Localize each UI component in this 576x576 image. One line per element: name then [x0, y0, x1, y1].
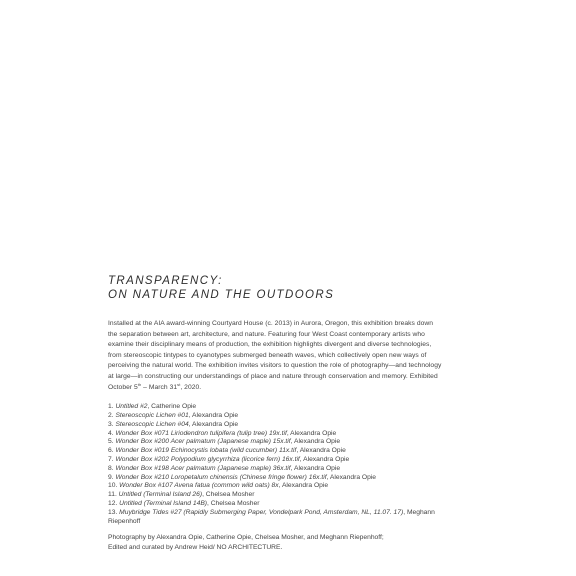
page-title	[108, 274, 444, 302]
work-number: 3.	[108, 420, 114, 428]
work-title: Muybridge Tides #27 (Rapidly Submerging Paper, Vondelpark Pond, Amsterdam, NL, 11.07. 17)	[119, 508, 404, 516]
document-body	[108, 274, 444, 553]
intro-superscript-th: th	[137, 381, 142, 387]
list-item	[108, 403, 444, 412]
work-title: Wonder Box #202 Polypodium glycyrrhiza (licorice fern) 16x.tif	[115, 455, 300, 463]
list-item	[108, 412, 444, 421]
intro-superscript-st: st	[177, 381, 181, 387]
work-artist: , Alexandra Opie	[290, 464, 341, 472]
title-line-2: ON NATURE AND THE OUTDOORS	[108, 289, 335, 301]
work-artist: , Alexandra Opie	[290, 438, 341, 446]
work-number: 9.	[108, 473, 114, 481]
work-title: Untitled (Terminal Island 26)	[118, 491, 203, 499]
work-number: 11.	[108, 491, 117, 499]
title-line-1: TRANSPARENCY:	[108, 275, 223, 287]
work-title: Wonder Box #107 Avena fatua (common wild oats) 8x	[119, 482, 279, 490]
intro-text-end: , 2020.	[180, 383, 202, 391]
work-number: 5.	[108, 438, 114, 446]
credits-curation: Edited and curated by Andrew Heid/ NO ARCHITECTURE.	[108, 543, 283, 551]
work-title: Wonder Box #198 Acer palmatum (Japanese maple) 36x.tif	[115, 464, 291, 472]
list-item	[108, 456, 444, 465]
credits	[108, 533, 444, 552]
list-item	[108, 482, 444, 491]
work-title: Wonder Box #071 Liriodendron tulipifera (tulip tree) 19x.tif	[115, 429, 287, 437]
work-title: Wonder Box #200 Acer palmatum (Japanese maple) 15x.tif	[115, 438, 291, 446]
work-number: 8.	[108, 464, 114, 472]
intro-text-mid: – March 31	[141, 383, 178, 391]
credits-photography: Photography by Alexandra Opie, Catherine Opie, Chelsea Mosher, and Meghann Riepenhoff;	[108, 534, 384, 542]
list-item	[108, 421, 444, 430]
work-number: 13.	[108, 508, 118, 516]
intro-text: Installed at the AIA award-winning Courtyard House (c. 2013) in Aurora, Oregon, this exhibition breaks down the separation between art, architecture, and nature. Featuring four West Coast contemporary artists who examine their disciplinary means of production, the exhibition highlights divergent and diverse technologies, from stereoscopic tintypes to cyanotypes submerged beneath waves, which collectively open new ways of perceiving the natural world. The exhibition invites visitors to question the role of photography—and technology at large—in constructing our understandings of place and nature through conservation and memory. Exhibited October 5	[108, 320, 442, 391]
work-title: Untitled #2	[115, 403, 148, 411]
intro-paragraph	[108, 319, 444, 393]
work-title: Wonder Box #019 Echinocystis lobata (wild cucumber) 11x.tif	[115, 447, 297, 455]
list-item	[108, 500, 444, 509]
work-number: 10.	[108, 482, 118, 490]
work-artist: , Alexandra Opie	[296, 447, 346, 455]
work-artist: , Alexandra Opie	[278, 482, 329, 490]
work-artist: , Chelsea Mosher	[202, 491, 255, 499]
work-artist: , Alexandra Opie	[299, 455, 350, 463]
work-artist: , Alexandra Opie	[188, 411, 239, 419]
work-number: 2.	[108, 411, 114, 419]
work-number: 1.	[108, 403, 114, 411]
work-artist: , Alexandra Opie	[326, 473, 377, 481]
work-artist: , Alexandra Opie	[188, 420, 239, 428]
works-list	[108, 403, 444, 526]
work-artist: , Chelsea Mosher	[207, 499, 260, 507]
list-item	[108, 509, 444, 527]
work-number: 6.	[108, 447, 114, 455]
work-artist: , Alexandra Opie	[286, 429, 337, 437]
work-number: 4.	[108, 429, 114, 437]
work-title: Untitled (Terminal Island 14B)	[119, 499, 208, 507]
list-item	[108, 447, 444, 456]
work-artist: , Meghann Riepenhoff	[108, 508, 435, 525]
work-title: Stereoscopic Lichen #04	[115, 420, 189, 428]
work-number: 12.	[108, 499, 118, 507]
work-artist: , Catherine Opie	[147, 403, 197, 411]
list-item	[108, 465, 444, 474]
list-item	[108, 474, 444, 483]
work-title: Wonder Box #210 Loropetalum chinensis (Chinese fringe flower) 16x.tif	[115, 473, 327, 481]
list-item	[108, 438, 444, 447]
work-number: 7.	[108, 455, 114, 463]
work-title: Stereoscopic Lichen #01	[115, 411, 189, 419]
list-item	[108, 430, 444, 439]
list-item	[108, 491, 444, 500]
